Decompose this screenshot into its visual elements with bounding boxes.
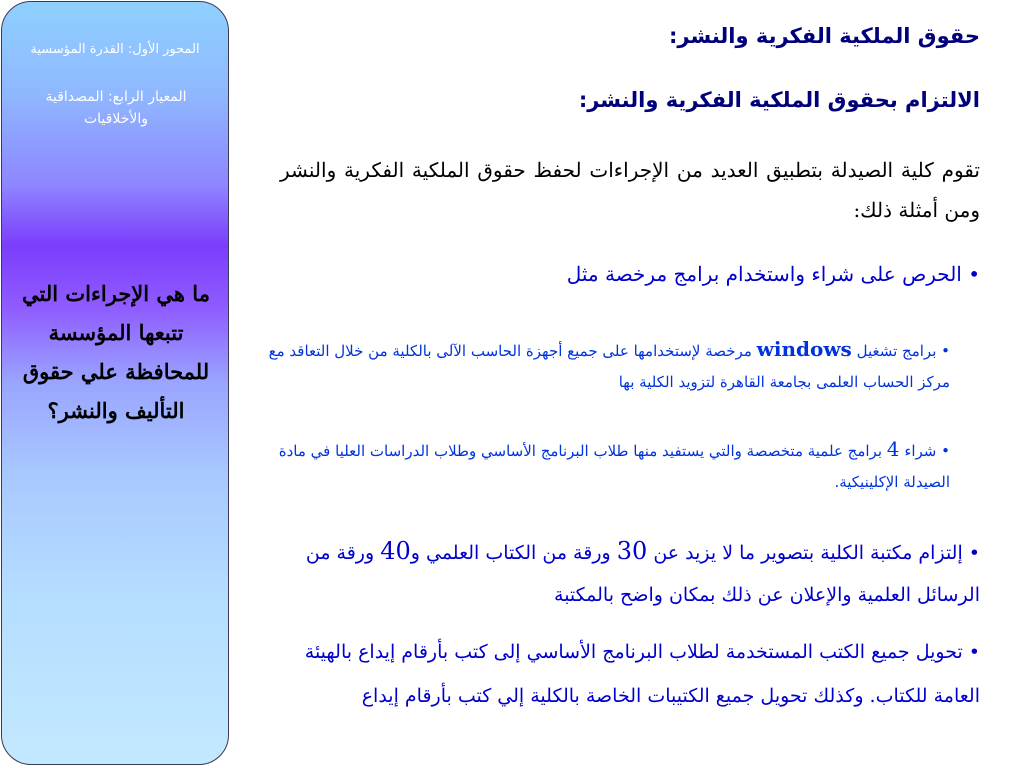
library-text-1: • إلتزام مكتبة الكلية بتصوير ما لا يزيد عن bbox=[653, 542, 980, 564]
sub-bullet-programs-rest: برامج علمية متخصصة والتي يستفيد منها طلاب البرنامج الأساسي وطلاب الدراسات العليا في مادة الصيدلة الإكلينيكية. bbox=[278, 442, 950, 491]
main-content bbox=[252, 0, 980, 768]
section-heading: حقوق الملكية الفكرية والنشر: bbox=[668, 24, 980, 48]
bullet-licensed-software: • الحرص على شراء واستخدام برامج مرخصة مثل bbox=[566, 262, 980, 286]
sub-bullet-programs bbox=[260, 434, 950, 498]
sub-bullet-programs-lead: • شراء bbox=[904, 442, 950, 460]
subsection-heading: الالتزام بحقوق الملكية الفكرية والنشر: bbox=[578, 88, 980, 112]
sidebar-question: ما هي الإجراءات التي تتبعها المؤسسة للمحافظة علي حقوق التأليف والنشر؟ bbox=[22, 281, 210, 423]
sub-bullet-windows-rest: مرخصة لإستخدامها على جميع أجهزة الحاسب الآلى بالكلية من خلال التعاقد مع مركز الحساب العلمى بجامعة القاهرة لتزويد الكلية بها bbox=[268, 342, 950, 391]
programs-count: 4 bbox=[886, 437, 900, 461]
bullet-library-copying bbox=[280, 530, 980, 616]
standard-title: المعيار الرابع: المصداقية والأخلاقيات bbox=[45, 89, 187, 127]
axis-title: المحور الأول: القدرة المؤسسية bbox=[30, 42, 200, 57]
sidebar-panel bbox=[1, 1, 229, 765]
sub-bullet-windows bbox=[260, 334, 950, 398]
library-number-30: 30 bbox=[616, 537, 648, 565]
bullet-isbn-books: • تحويل جميع الكتب المستخدمة لطلاب البرنامج الأساسي إلى كتب بأرقام إيداع بالهيئة العامة للكتاب. وكذلك تحويل جميع الكتيبات الخاصة بالكلية إلي كتب بأرقام إيداع bbox=[304, 641, 980, 707]
library-number-40: 40 bbox=[380, 537, 411, 565]
library-text-2: ورقة من الكتاب العلمي و bbox=[410, 542, 611, 564]
library-text-3: ورقة من الرسائل العلمية والإعلان عن ذلك بمكان واضح بالمكتبة bbox=[305, 542, 980, 606]
sub-bullet-windows-lead: • برامج تشغيل bbox=[856, 342, 950, 360]
intro-paragraph: تقوم كلية الصيدلة بتطبيق العديد من الإجراءات لحفظ حقوق الملكية الفكرية والنشر ومن أمثلة ذلك: bbox=[280, 158, 980, 222]
windows-keyword: windows bbox=[756, 337, 852, 361]
